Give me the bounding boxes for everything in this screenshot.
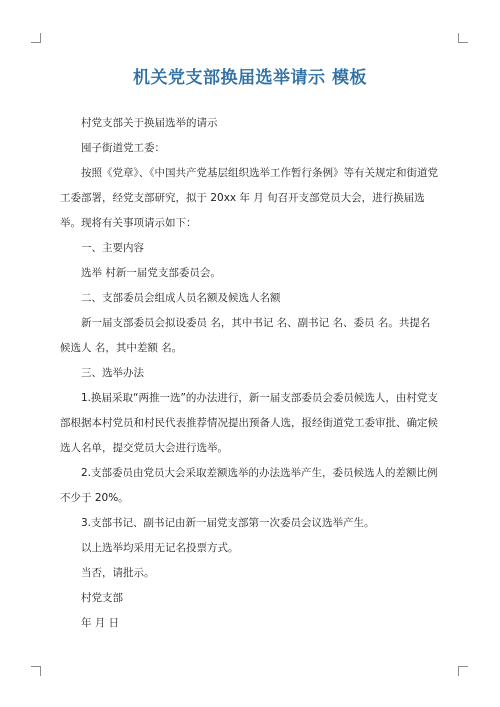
intro-paragraph: 按照《党章》、《中国共产党基层组织选举工作暂行条例》等有关规定和街道党工委部署，经党支部研究，拟于 20xx 年 月 旬召开支部党员大会，进行换届选举。现将有关事项请示如下： xyxy=(60,167,438,229)
section-heading-1: 一、主要内容 xyxy=(81,242,144,254)
closing-line: 当否，请批示。 xyxy=(81,567,155,579)
corner-mark-bottom-right xyxy=(458,666,468,676)
date-line: 年 月 日 xyxy=(81,617,120,629)
method-item-2: 2.支部委员由党员大会采取差额选举的办法选举产生，委员候选人的差额比例不少于 20%。 xyxy=(60,467,438,504)
corner-mark-top-left xyxy=(31,33,41,43)
section-heading-3: 三、选举办法 xyxy=(81,367,144,379)
subject-line: 村党支部关于换届选举的请示 xyxy=(81,117,218,129)
signature: 村党支部 xyxy=(81,592,123,604)
section-heading-2: 二、支部委员会组成人员名额及候选人名额 xyxy=(81,292,281,304)
method-item-3: 3.支部书记、副书记由新一届党支部第一次委员会议选举产生。 xyxy=(81,517,375,529)
corner-mark-bottom-left xyxy=(31,666,41,676)
page-title: 机关党支部换届选举请示 模板 xyxy=(133,68,367,88)
method-item-1: 1.换届采取“两推一选”的办法进行，新一届支部委员会委员候选人，由村党支部根据本村党员和村民代表推荐情况提出预备人选，报经街道党工委审批、确定候选人名单，提交党员大会进行选举。 xyxy=(60,392,438,454)
corner-mark-top-right xyxy=(458,33,468,43)
voting-note: 以上选举均采用无记名投票方式。 xyxy=(81,542,239,554)
section-1-text: 选举 村新一届党支部委员会。 xyxy=(81,267,221,279)
addressee-line: 囤子街道党工委： xyxy=(81,142,165,154)
section-2-text: 新一届支部委员会拟设委员 名，其中书记 名、副书记 名、委员 名。共提名候选人 名，其中差额 名。 xyxy=(60,317,431,354)
